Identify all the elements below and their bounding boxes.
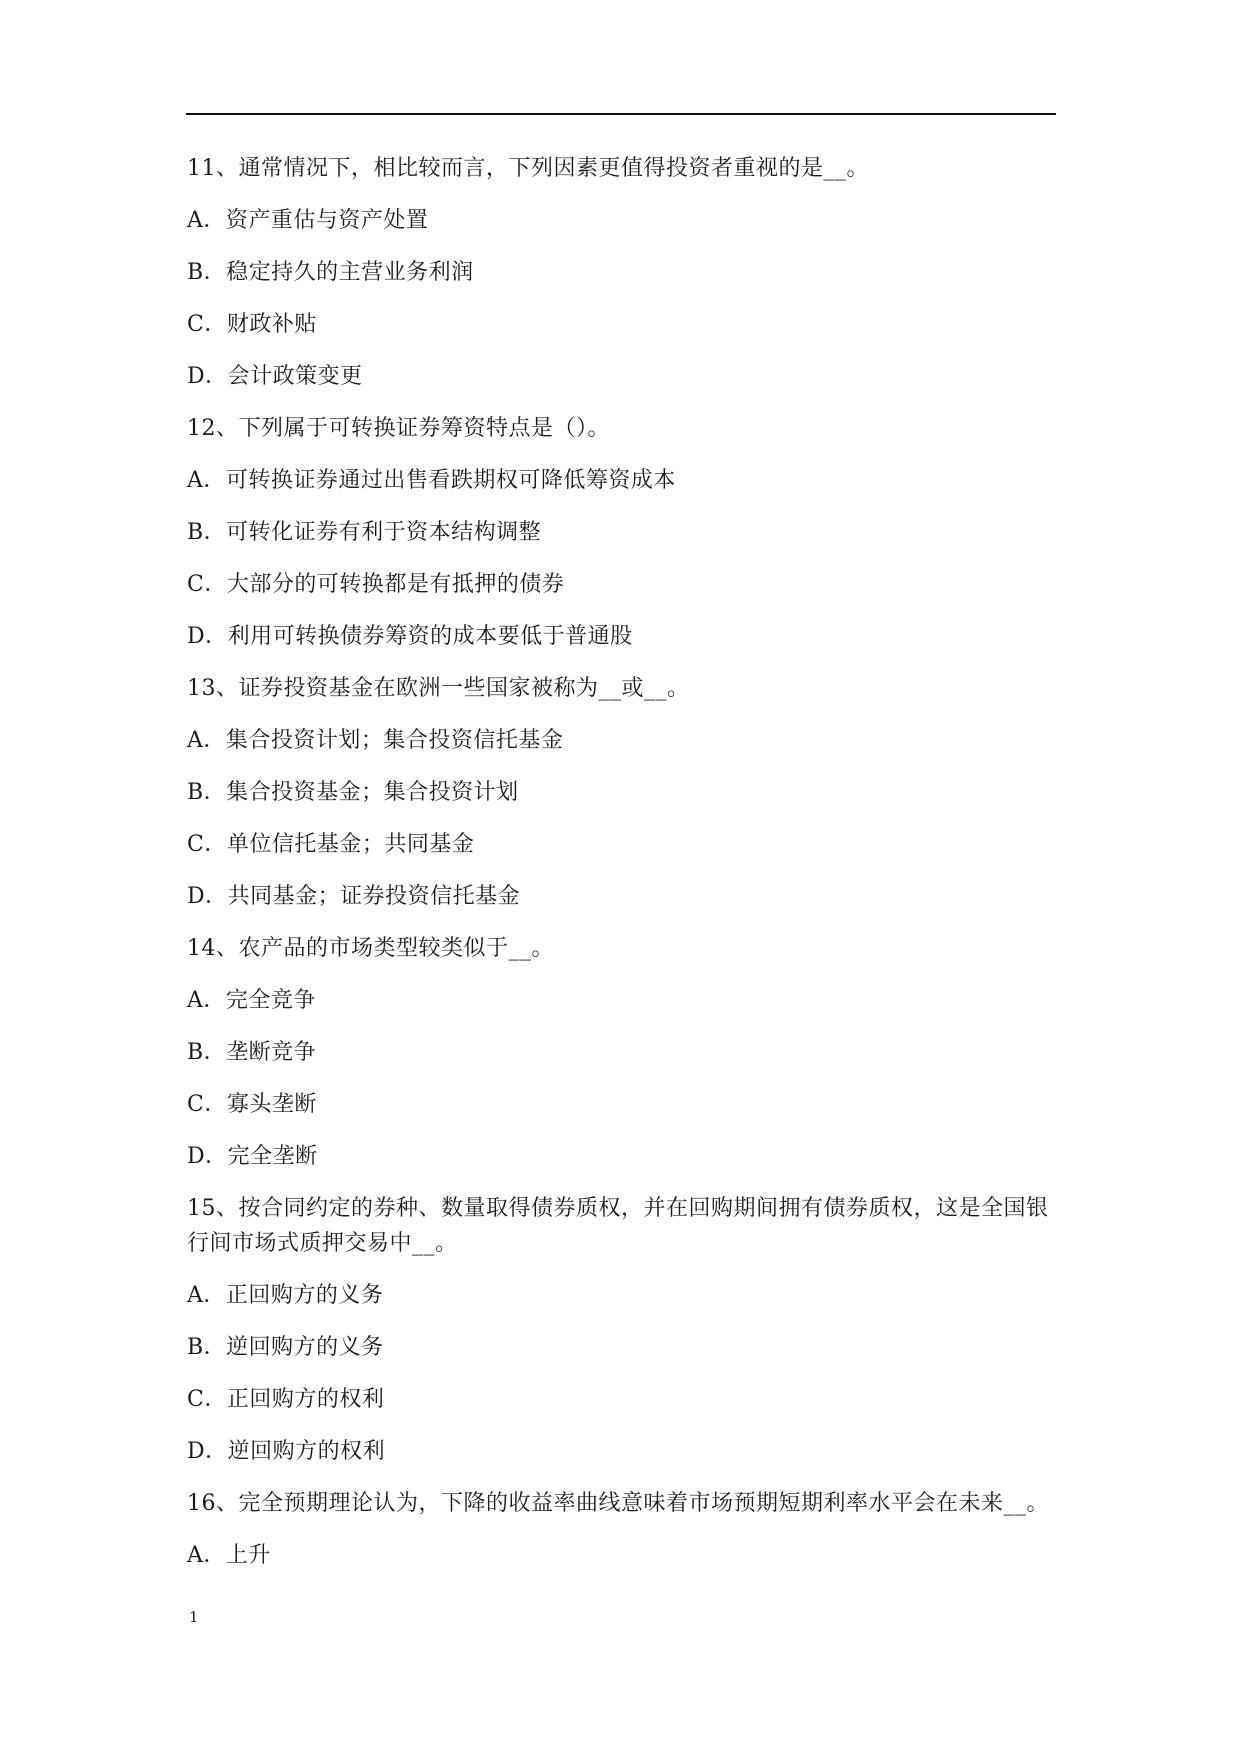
option-a: A．资产重估与资产处置 bbox=[187, 208, 429, 233]
option-d: D．完全垄断 bbox=[187, 1144, 318, 1169]
option-d: D．会计政策变更 bbox=[187, 364, 363, 389]
option-b: B．集合投资基金；集合投资计划 bbox=[187, 780, 519, 805]
page-number: 1 bbox=[189, 1608, 199, 1626]
option-c: C．单位信托基金；共同基金 bbox=[187, 832, 475, 857]
question-stem: 14、农产品的市场类型较类似于__。 bbox=[187, 936, 554, 961]
option-b: B．垄断竞争 bbox=[187, 1040, 317, 1065]
option-d: D．利用可转换债券筹资的成本要低于普通股 bbox=[187, 624, 633, 649]
option-a: A．可转换证券通过出售看跌期权可降低筹资成本 bbox=[187, 468, 676, 493]
question-stem: 12、下列属于可转换证券筹资特点是（）。 bbox=[187, 416, 610, 441]
question-stem: 16、完全预期理论认为，下降的收益率曲线意味着市场预期短期利率水平会在未来__。 bbox=[187, 1491, 1049, 1516]
option-d: D．逆回购方的权利 bbox=[187, 1439, 386, 1464]
question-list bbox=[187, 143, 1057, 1582]
option-a: A．完全竞争 bbox=[187, 988, 316, 1013]
question-stem: 15、按合同约定的券种、数量取得债券质权，并在回购期间拥有债券质权，这是全国银行间市场式质押交易中__。 bbox=[187, 1196, 1049, 1256]
question-stem: 13、证券投资基金在欧洲一些国家被称为__或__。 bbox=[187, 676, 690, 701]
header-rule bbox=[186, 113, 1056, 115]
option-a: A．正回购方的义务 bbox=[187, 1283, 384, 1308]
option-a: A．集合投资计划；集合投资信托基金 bbox=[187, 728, 564, 753]
option-d: D．共同基金；证券投资信托基金 bbox=[187, 884, 521, 909]
option-b: B．可转化证券有利于资本结构调整 bbox=[187, 520, 542, 545]
option-c: C．财政补贴 bbox=[187, 312, 317, 337]
option-c: C．大部分的可转换都是有抵押的债券 bbox=[187, 572, 565, 597]
option-a: A．上升 bbox=[187, 1543, 271, 1568]
option-c: C．寡头垄断 bbox=[187, 1092, 317, 1117]
question-stem: 11、通常情况下，相比较而言，下列因素更值得投资者重视的是__。 bbox=[187, 156, 869, 181]
option-c: C．正回购方的权利 bbox=[187, 1387, 385, 1412]
option-b: B．逆回购方的义务 bbox=[187, 1335, 384, 1360]
option-b: B．稳定持久的主营业务利润 bbox=[187, 260, 474, 285]
